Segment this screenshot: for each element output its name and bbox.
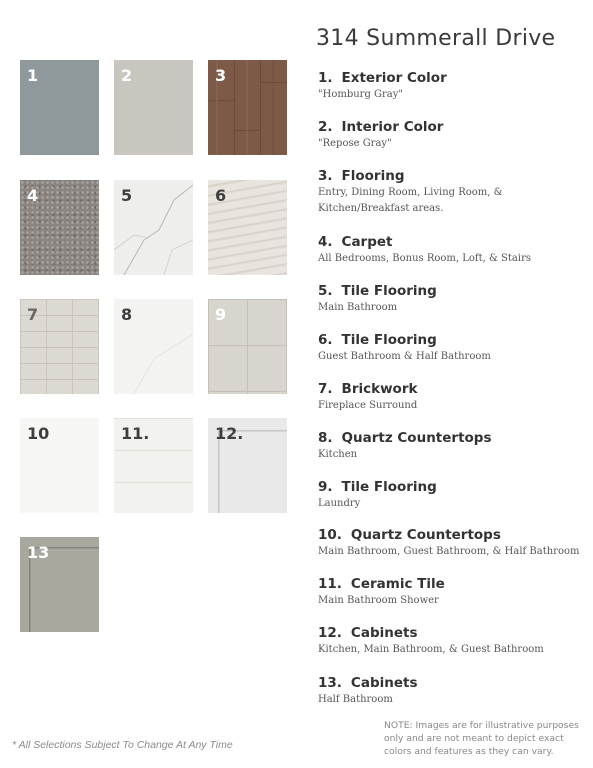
swatch-number: 2: [121, 66, 133, 85]
selection-disclaimer: * All Selections Subject To Change At Any Time: [12, 739, 233, 751]
swatch-number: 13: [27, 543, 50, 562]
selection-name: Cabinets: [350, 675, 418, 691]
selection-number: 3.: [318, 168, 333, 184]
selection-heading: [318, 168, 590, 184]
selection-name: Tile Flooring: [341, 283, 437, 299]
swatch-carpet: [20, 180, 99, 275]
swatch-number: 3: [215, 66, 227, 85]
selection-number: 10.: [318, 527, 342, 543]
selection-heading: [318, 283, 590, 299]
selection-name: Cabinets: [350, 625, 418, 641]
selection-item: [318, 381, 590, 414]
selection-number: 7.: [318, 381, 333, 397]
swatch-number: 7: [27, 305, 39, 324]
selection-description: Main Bathroom, Guest Bathroom, & Half Bathroom: [318, 546, 580, 557]
selection-item: [318, 479, 590, 512]
selection-item: [318, 283, 590, 316]
selection-heading: [318, 625, 590, 641]
swatch-number: 10: [27, 424, 50, 443]
selection-heading: [318, 430, 590, 446]
selection-description: All Bedrooms, Bonus Room, Loft, & Stairs: [318, 253, 531, 264]
selection-number: 8.: [318, 430, 333, 446]
selection-description: Entry, Dining Room, Living Room, & Kitchen/Breakfast areas.: [318, 187, 503, 214]
selection-description: Kitchen: [318, 449, 358, 460]
selection-heading: [318, 576, 590, 592]
selection-name: Carpet: [341, 234, 393, 250]
swatch-number: 6: [215, 186, 227, 205]
swatch-number: 1: [27, 66, 39, 85]
selection-number: 11.: [318, 576, 342, 592]
selection-heading: [318, 479, 590, 495]
swatch-ceramic-tile: [114, 418, 193, 513]
swatch-laundry-tile: [208, 299, 287, 394]
swatch-number: 11.: [121, 424, 150, 443]
selection-name: Brickwork: [341, 381, 418, 397]
selection-item: [318, 168, 590, 217]
swatch-quartz-kitchen: [114, 299, 193, 394]
selection-number: 6.: [318, 332, 333, 348]
swatch-interior-color: [114, 60, 193, 155]
selection-number: 13.: [318, 675, 342, 691]
swatch-exterior-color: [20, 60, 99, 155]
swatch-brickwork: [20, 299, 99, 394]
selection-name: Tile Flooring: [341, 332, 437, 348]
selection-item: [318, 576, 590, 609]
selection-description: Half Bathroom: [318, 694, 393, 705]
selection-name: Interior Color: [341, 119, 444, 135]
selection-heading: [318, 234, 590, 250]
swatch-number: 4: [27, 186, 39, 205]
selection-item: [318, 332, 590, 365]
swatch-cabinet-gray: [20, 537, 99, 632]
swatch-stone-tile: [208, 180, 287, 275]
selection-name: Quartz Countertops: [350, 527, 501, 543]
selection-item: [318, 675, 590, 708]
swatch-marble-tile: [114, 180, 193, 275]
selection-name: Tile Flooring: [341, 479, 437, 495]
selection-heading: [318, 675, 590, 691]
selection-number: 12.: [318, 625, 342, 641]
selection-number: 4.: [318, 234, 333, 250]
selection-number: 2.: [318, 119, 333, 135]
selection-heading: [318, 381, 590, 397]
selection-number: 5.: [318, 283, 333, 299]
page-title: 314 Summerall Drive: [316, 26, 556, 51]
selection-description: Main Bathroom: [318, 302, 398, 313]
selection-description: Kitchen, Main Bathroom, & Guest Bathroom: [318, 644, 544, 655]
illustration-note: NOTE: Images are for illustrative purposes only and are not meant to depict exact colors and features as they can vary.: [384, 720, 579, 757]
selection-item: [318, 234, 590, 267]
selection-description: Fireplace Surround: [318, 400, 418, 411]
selection-description: Main Bathroom Shower: [318, 595, 439, 606]
selection-name: Ceramic Tile: [350, 576, 445, 592]
selection-description: "Homburg Gray": [318, 89, 404, 100]
selection-item: [318, 119, 590, 152]
selection-name: Flooring: [341, 168, 405, 184]
selection-number: 9.: [318, 479, 333, 495]
selection-name: Quartz Countertops: [341, 430, 492, 446]
selection-description: Guest Bathroom & Half Bathroom: [318, 351, 491, 362]
swatch-number: 8: [121, 305, 133, 324]
selection-item: [318, 70, 590, 103]
selection-item: [318, 527, 590, 560]
swatch-number: 12.: [215, 424, 244, 443]
selection-item: [318, 625, 590, 658]
selection-description: "Repose Gray": [318, 138, 392, 149]
selection-heading: [318, 70, 590, 86]
selection-heading: [318, 119, 590, 135]
selection-description: Laundry: [318, 498, 361, 509]
swatch-number: 5: [121, 186, 133, 205]
selection-item: [318, 430, 590, 463]
selection-number: 1.: [318, 70, 333, 86]
swatch-wood-flooring: [208, 60, 287, 155]
selection-heading: [318, 332, 590, 348]
swatch-quartz-bathroom: [20, 418, 99, 513]
swatch-number: 9: [215, 305, 227, 324]
selection-name: Exterior Color: [341, 70, 447, 86]
selection-heading: [318, 527, 590, 543]
swatch-cabinet-white: [208, 418, 287, 513]
